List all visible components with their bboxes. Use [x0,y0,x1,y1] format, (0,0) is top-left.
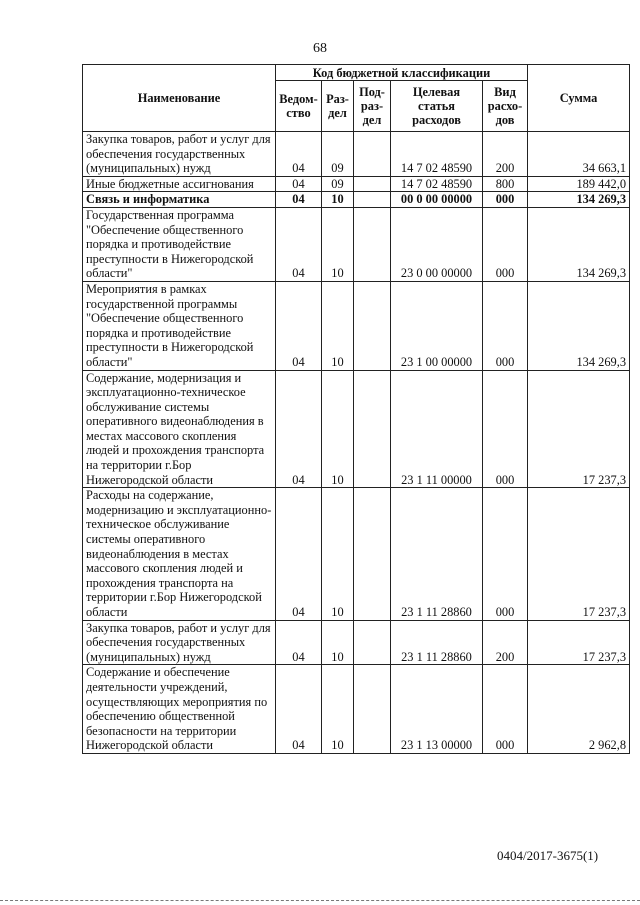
header-budget-classification: Код бюджетной классификации [276,65,528,81]
header-dept: Ведом-ство [276,81,322,132]
header-name: Наименование [83,65,276,132]
row-subsection [354,192,391,208]
row-section: 10 [322,488,354,620]
header-section: Раз-дел [322,81,354,132]
row-dept: 04 [276,665,322,754]
row-name: Расходы на содержание, модернизацию и эксплуатационно-техническое обслуживание системы оперативного видеонаблюдения в местах массового скопления людей и прохождения транспорта на территории г.Бор Нижегородской области [83,488,276,620]
document-code: 0404/2017-3675(1) [497,848,599,863]
header-target-item: Целевая статья расходов [391,81,483,132]
table-row [83,281,630,370]
row-type: 000 [483,370,528,488]
table-row [83,207,630,281]
row-name: Закупка товаров, работ и услуг для обеспечения государственных (муниципальных) нужд [83,620,276,665]
header-expense-type: Вид расхо-дов [483,81,528,132]
page-edge-line [0,900,640,901]
header-sum: Сумма [528,65,630,132]
row-name: Иные бюджетные ассигнования [83,176,276,192]
row-dept: 04 [276,488,322,620]
row-section: 10 [322,620,354,665]
row-subsection [354,281,391,370]
row-section: 10 [322,281,354,370]
table-row [83,370,630,488]
row-subsection [354,488,391,620]
row-target: 23 0 00 00000 [391,207,483,281]
row-dept: 04 [276,176,322,192]
row-sum: 134 269,3 [528,281,630,370]
table-row [83,176,630,192]
table-row [83,620,630,665]
row-type: 200 [483,132,528,177]
table-row-section-total [83,192,630,208]
row-subsection [354,132,391,177]
row-name: Связь и информатика [83,192,276,208]
row-name: Мероприятия в рамках государственной программы "Обеспечение общественного порядка и противодействие преступности в Нижегородской области" [83,281,276,370]
row-name: Государственная программа "Обеспечение общественного порядка и противодействие преступности в Нижегородской области" [83,207,276,281]
row-sum: 134 269,3 [528,192,630,208]
table-row [83,488,630,620]
row-type: 000 [483,488,528,620]
row-section: 10 [322,192,354,208]
row-section: 10 [322,370,354,488]
budget-table [82,64,630,754]
row-subsection [354,665,391,754]
row-sum: 189 442,0 [528,176,630,192]
row-sum: 134 269,3 [528,207,630,281]
row-type: 000 [483,281,528,370]
row-name: Содержание, модернизация и эксплуатационно-техническое обслуживание системы оперативного видеонаблюдения в местах массового скопления людей и прохождения транспорта на территории г.Бор Нижегородской области [83,370,276,488]
row-name: Содержание и обеспечение деятельности учреждений, осуществляющих мероприятия по обеспечению общественной безопасности на территории Нижегородской области [83,665,276,754]
row-sum: 17 237,3 [528,620,630,665]
row-dept: 04 [276,370,322,488]
row-sum: 2 962,8 [528,665,630,754]
row-subsection [354,207,391,281]
row-sum: 17 237,3 [528,370,630,488]
row-type: 000 [483,207,528,281]
table-row [83,132,630,177]
row-type: 000 [483,192,528,208]
row-subsection [354,620,391,665]
row-section: 09 [322,132,354,177]
header-subsection: Под-раз-дел [354,81,391,132]
row-target: 14 7 02 48590 [391,132,483,177]
row-target: 23 1 11 28860 [391,620,483,665]
table-body [83,132,630,754]
row-target: 23 1 11 28860 [391,488,483,620]
row-target: 23 1 13 00000 [391,665,483,754]
row-type: 200 [483,620,528,665]
row-target: 23 1 11 00000 [391,370,483,488]
page-number: 68 [313,41,327,56]
table-row [83,665,630,754]
row-section: 09 [322,176,354,192]
row-subsection [354,176,391,192]
row-section: 10 [322,207,354,281]
row-subsection [354,370,391,488]
row-name: Закупка товаров, работ и услуг для обеспечения государственных (муниципальных) нужд [83,132,276,177]
row-dept: 04 [276,620,322,665]
row-target: 23 1 00 00000 [391,281,483,370]
row-sum: 17 237,3 [528,488,630,620]
row-target: 00 0 00 00000 [391,192,483,208]
row-type: 800 [483,176,528,192]
row-section: 10 [322,665,354,754]
row-dept: 04 [276,132,322,177]
row-dept: 04 [276,207,322,281]
row-sum: 34 663,1 [528,132,630,177]
row-target: 14 7 02 48590 [391,176,483,192]
row-dept: 04 [276,281,322,370]
row-dept: 04 [276,192,322,208]
row-type: 000 [483,665,528,754]
